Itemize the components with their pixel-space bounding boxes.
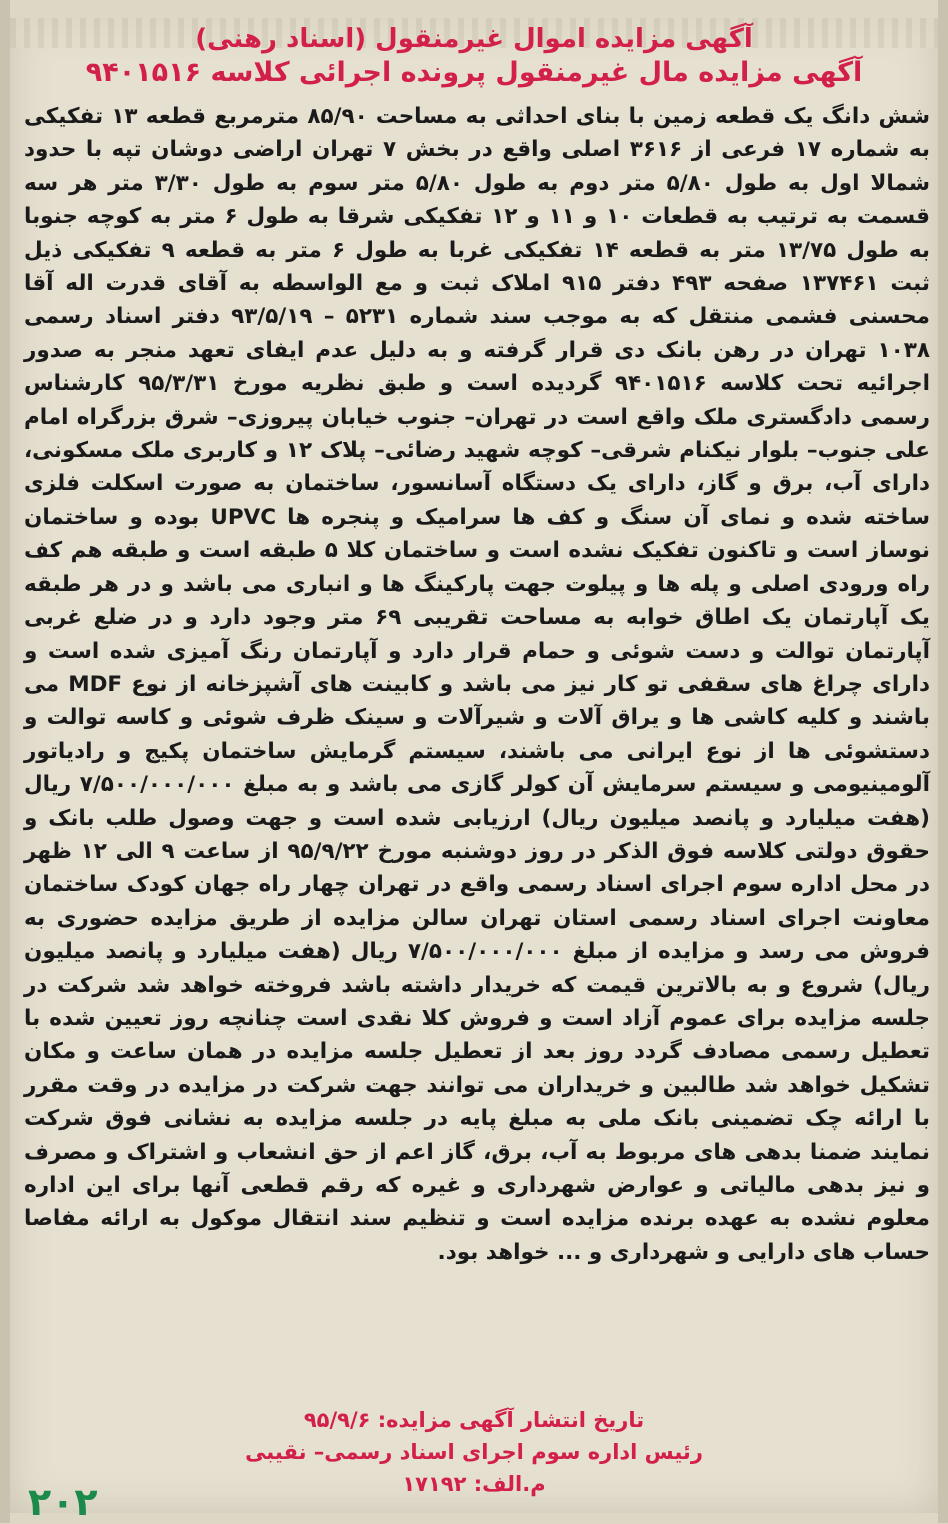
page-left-edge — [0, 0, 10, 1523]
notice-subtitle: آگهی مزایده مال غیرمنقول پرونده اجرائی کلاسه ۹۴۰۱۵۱۶ — [85, 57, 863, 88]
page-right-edge — [938, 0, 948, 1523]
notice-header — [20, 22, 928, 90]
publish-date: تاریخ انتشار آگهی مزایده: ۹۵/۹/۶ — [303, 1408, 645, 1432]
signature-line: رئیس اداره سوم اجرای اسناد رسمی– نقیبی — [245, 1440, 703, 1464]
notice-body: شش دانگ یک قطعه زمین با بنای احداثی به مساحت ۸۵/۹۰ مترمربع قطعه ۱۳ تفکیکی به شماره ۱۷ فرعی از ۳۶۱۶ اصلی واقع در بخش ۷ تهران اراضی دوشان تپه با حدود شمالا اول به طول ۵/۸۰ متر دوم به طول ۵/۸۰ متر سوم به طول ۳/۳۰ متر هر سه قسمت به ترتیب به قطعات ۱۰ و ۱۱ و ۱۲ تفکیکی شرقا به طول ۶ متر به کوچه جنوبا به طول ۱۳/۷۵ متر به قطعه ۱۴ تفکیکی غربا به طول ۶ متر به قطعه ۹ تفکیکی ذیل ثبت ۱۳۷۴۶۱ صفحه ۴۹۳ دفتر ۹۱۵ املاک ثبت و مع الواسطه به آقای قدرت اله آقا محسنی فشمی منتقل که به موجب سند شماره ۵۲۳۱ – ۹۳/۵/۱۹ دفتر اسناد رسمی ۱۰۳۸ تهران در رهن بانک دی قرار گرفته و به دلیل عدم ایفای تعهد منجر به صدور اجرائیه تحت کلاسه ۹۴۰۱۵۱۶ گردیده است و طبق نظریه مورخ ۹۵/۳/۳۱ کارشناس رسمی دادگستری ملک واقع است در تهران– جنوب خیابان پیروزی– شرق بزرگراه امام علی جنوب– بلوار نیکنام شرقی– کوچه شهید رضائی– پلاک ۱۲ و کاربری ملک مسکونی، دارای آب، برق و گاز، دارای یک دستگاه آسانسور، ساختمان به صورت اسکلت فلزی ساخته شده و نمای آن سنگ و کف ها سرامیک و پنجره ها UPVC بوده و ساختمان نوساز است و تاکنون تفکیک نشده است و ساختمان کلا ۵ طبقه است و طبقه هم کف راه ورودی اصلی و پله ها و پیلوت جهت پارکینگ ها و انباری می باشد و در هر طبقه یک آپارتمان یک اطاق خوابه به مساحت تقریبی ۶۹ متر وجود دارد و در ضلع غربی آپارتمان توالت و دست شوئی و حمام قرار دارد و آپارتمان رنگ آمیزی شده است و دارای چراغ های سقفی تو کار نیز می باشد و کابینت های آشپزخانه از نوع MDF می باشند و کلیه کاشی ها و یراق آلات و شیرآلات و سینک ظرف شوئی و کاسه توالت و دستشوئی ها از نوع ایرانی می باشند، سیستم گرمایش ساختمان پکیج و رادیاتور آلومینیومی و سیستم سرمایش آن کولر گازی می باشد و به مبلغ ۷/۵۰۰/۰۰۰/۰۰۰ ریال (هفت میلیارد و پانصد میلیون ریال) ارزیابی شده است و جهت وصول طلب بانک و حقوق دولتی کلاسه فوق الذکر در روز دوشنبه مورخ ۹۵/۹/۲۲ از ساعت ۹ الی ۱۲ ظهر در محل اداره سوم اجرای اسناد رسمی واقع در تهران چهار راه جهان کودک ساختمان معاونت اجرای اسناد رسمی استان تهران سالن مزایده از طریق مزایده حضوری به فروش می رسد و مزایده از مبلغ ۷/۵۰۰/۰۰۰/۰۰۰ ریال (هفت میلیارد و پانصد میلیون ریال) شروع و به بالاترین قیمت که خریدار داشته باشد فروخته خواهد شد شرکت در جلسه مزایده برای عموم آزاد است و فروش کلا نقدی است چنانچه روز تعیین شده با تعطیل رسمی مصادف گردد روز بعد از تعطیل جلسه مزایده در همان ساعت و مکان تشکیل خواهد شد طالبین و خریداران می توانند جهت شرکت در مزایده در وقت مقرر با ارائه چک تضمینی بانک ملی به مبلغ پایه در جلسه مزایده به نشانی فوق شرکت نمایند ضمنا بدهی های مربوط به آب، برق، گاز اعم از حق انشعاب و اشتراک و مصرف و نیز بدهی مالیاتی و عوارض شهرداری و غیره که رقم قطعی آنها برای این اداره معلوم نشده به عهده برنده مزایده است و تنظیم سند انتقال موکول به ارائه مفاصا حساب های دارایی و شهرداری و ... خواهد بود. — [24, 104, 931, 1265]
corner-number: ۲۰۲ — [28, 1480, 98, 1524]
reference-number: م.الف: ۱۷۱۹۲ — [402, 1472, 546, 1496]
notice-title: آگهی مزایده اموال غیرمنقول (اسناد رهنی) — [195, 24, 753, 54]
notice-footer — [0, 1404, 948, 1500]
